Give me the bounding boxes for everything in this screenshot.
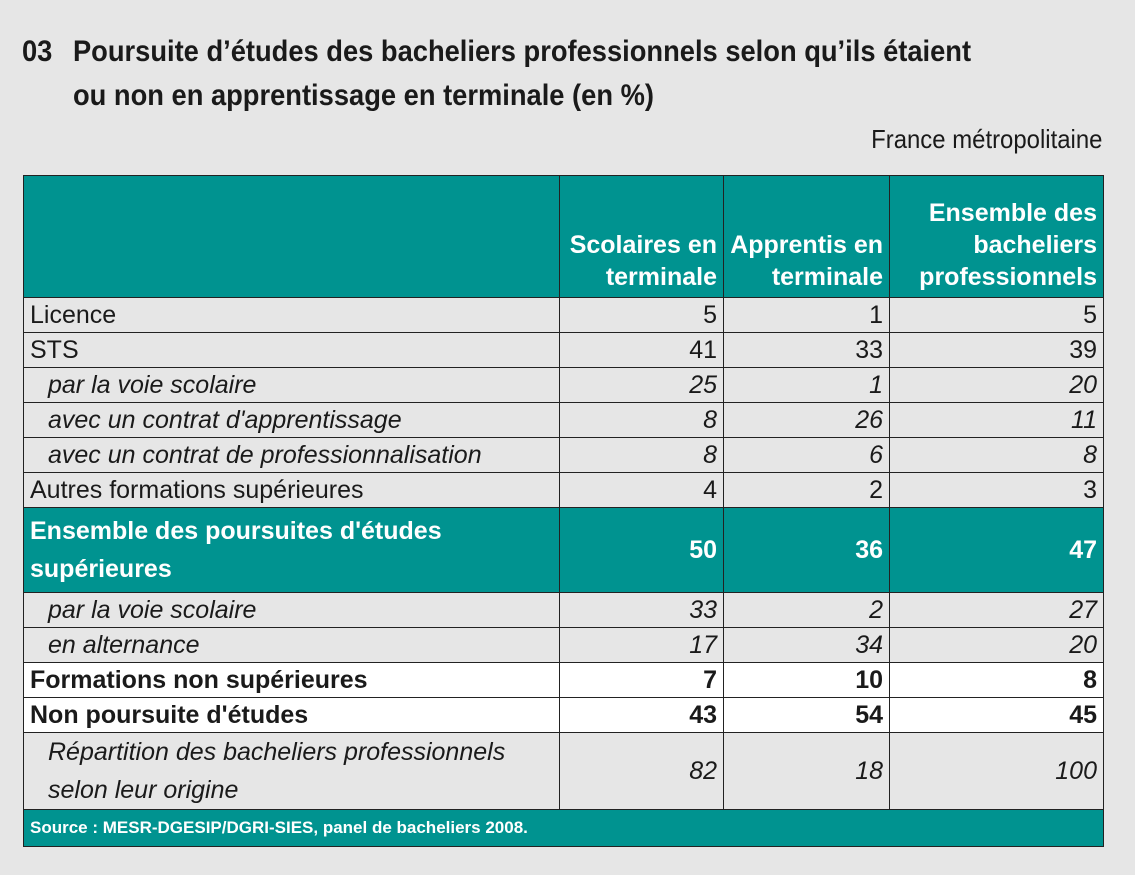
cell-apprentis: 6: [724, 438, 890, 473]
cell-ensemble: 11: [890, 403, 1104, 438]
cell-scolaires: 82: [560, 733, 724, 810]
header-cell-apprentis: Apprentis en terminale: [724, 176, 890, 298]
cell-ensemble: 8: [890, 438, 1104, 473]
cell-ensemble: 20: [890, 368, 1104, 403]
row-label: Répartition des bacheliers professionnels selon leur origine: [24, 733, 560, 810]
cell-ensemble: 47: [890, 508, 1104, 593]
title-line-1: Poursuite d’études des bacheliers professionnels selon qu’ils étaient: [72, 35, 972, 68]
cell-apprentis: 34: [724, 628, 890, 663]
table-row: [24, 473, 1104, 508]
cell-apprentis: 1: [724, 298, 890, 333]
cell-scolaires: 8: [560, 403, 724, 438]
cell-apprentis: 33: [724, 333, 890, 368]
cell-ensemble: 5: [890, 298, 1104, 333]
cell-scolaires: 8: [560, 438, 724, 473]
cell-apprentis: 36: [724, 508, 890, 593]
cell-apprentis: 18: [724, 733, 890, 810]
cell-scolaires: 33: [560, 593, 724, 628]
title-line-2: ou non en apprentissage en terminale (en %): [72, 79, 654, 112]
cell-scolaires: 4: [560, 473, 724, 508]
source-note: Source : MESR-DGESIP/DGRI-SIES, panel de bacheliers 2008.: [24, 810, 1104, 847]
table-row: [24, 368, 1104, 403]
table-row: [24, 298, 1104, 333]
table-row-total-superieures: [24, 508, 1104, 593]
cell-apprentis: 2: [724, 473, 890, 508]
cell-scolaires: 7: [560, 663, 724, 698]
cell-ensemble: 20: [890, 628, 1104, 663]
table-row: [24, 333, 1104, 368]
row-label: Licence: [24, 298, 560, 333]
cell-apprentis: 10: [724, 663, 890, 698]
row-label: STS: [24, 333, 560, 368]
cell-scolaires: 17: [560, 628, 724, 663]
table-row-repartition: [24, 733, 1104, 810]
row-label: Non poursuite d'études: [24, 698, 560, 733]
table-row-non-poursuite: [24, 698, 1104, 733]
row-label: Ensemble des poursuites d'études supérieures: [24, 508, 560, 593]
row-label: par la voie scolaire: [24, 368, 560, 403]
cell-ensemble: 45: [890, 698, 1104, 733]
row-label: avec un contrat de professionnalisation: [24, 438, 560, 473]
source-row: [24, 810, 1104, 847]
cell-ensemble: 3: [890, 473, 1104, 508]
cell-apprentis: 2: [724, 593, 890, 628]
figure-title: [22, 30, 1014, 118]
header-cell-label: [24, 176, 560, 298]
table-row: [24, 403, 1104, 438]
table-row: [24, 593, 1104, 628]
cell-scolaires: 41: [560, 333, 724, 368]
table-row: [24, 438, 1104, 473]
cell-apprentis: 54: [724, 698, 890, 733]
cell-scolaires: 25: [560, 368, 724, 403]
header-row: [24, 176, 1104, 298]
row-label: en alternance: [24, 628, 560, 663]
cell-apprentis: 26: [724, 403, 890, 438]
header-cell-ensemble: Ensemble des bacheliers professionnels: [890, 176, 1104, 298]
row-label: Autres formations supérieures: [24, 473, 560, 508]
subtitle: France métropolitaine: [870, 124, 1102, 154]
row-label: avec un contrat d'apprentissage: [24, 403, 560, 438]
row-label: Formations non supérieures: [24, 663, 560, 698]
figure-number: 03: [22, 35, 53, 68]
cell-ensemble: 39: [890, 333, 1104, 368]
cell-ensemble: 100: [890, 733, 1104, 810]
row-label: par la voie scolaire: [24, 593, 560, 628]
cell-scolaires: 50: [560, 508, 724, 593]
cell-scolaires: 43: [560, 698, 724, 733]
table-row: [24, 628, 1104, 663]
table-row-non-superieures: [24, 663, 1104, 698]
cell-ensemble: 8: [890, 663, 1104, 698]
header-cell-scolaires: Scolaires en terminale: [560, 176, 724, 298]
cell-ensemble: 27: [890, 593, 1104, 628]
data-table: [23, 175, 1104, 847]
cell-apprentis: 1: [724, 368, 890, 403]
cell-scolaires: 5: [560, 298, 724, 333]
